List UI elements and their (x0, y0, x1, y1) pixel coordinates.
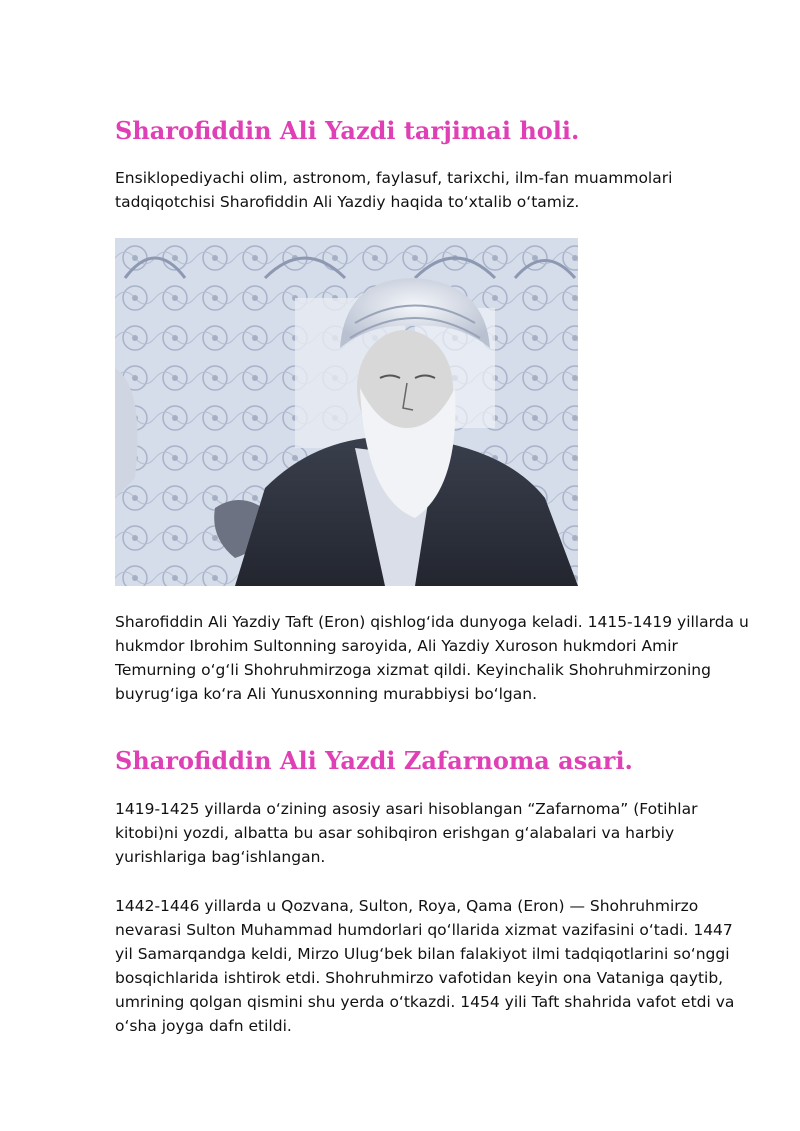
portrait-image (115, 238, 578, 586)
biography-paragraph: Sharofiddin Ali Yazdiy Taft (Eron) qishlog‘ida dunyoga keladi. 1415-1419 yillarda u hukmdor Ibrohim Sultonning saroyida, Ali Yazdiy Xuroson hukmdori Amir Temurning o‘g‘li Shohruhmirzoga xizmat qildi. Keyinchalik Shohruhmirzoning buyrug‘iga ko‘ra Ali Yunusxonning murabbiysi bo‘lgan. (115, 613, 749, 703)
intro-paragraph: Ensiklopediyachi olim, astronom, faylasuf, tarixchi, ilm-fan muammolari tadqiqotchisi Sharofiddin Ali Yazdiy haqida to‘xtalib o‘tamiz. (115, 169, 673, 211)
zafarnoma-paragraph: 1419-1425 yillarda o‘zining asosiy asari hisoblangan “Zafarnoma” (Fotihlar kitobi)ni yozdi, albatta bu asar sohibqiron erishgan g‘alabalari va harbiy yurishlariga bag‘ishlangan. (115, 800, 698, 866)
portrait-illustration-icon (115, 238, 578, 586)
section-heading-biography: Sharofiddin Ali Yazdi tarjimai holi. (115, 116, 580, 145)
later-life-paragraph: 1442-1446 yillarda u Qozvana, Sulton, Roya, Qama (Eron) — Shohruhmirzo nevarasi Sulton Muhammad humdorlari qo‘llarida xizmat vazifasini o‘tadi. 1447 yil Samarqandga keldi, Mirzo Ulug‘bek bilan falakiyot ilmi tadqiqotlarini so‘nggi bosqichlarida ishtirok etdi. Shohruhmirzo vafotidan keyin ona Vataniga qaytib, umrining qolgan qismini shu yerda o‘tkazdi. 1454 yili Taft shahrida vafot etdi va o‘sha joyga dafn etildi. (115, 897, 735, 1035)
section-heading-zafarnoma: Sharofiddin Ali Yazdi Zafarnoma asari. (115, 746, 633, 775)
